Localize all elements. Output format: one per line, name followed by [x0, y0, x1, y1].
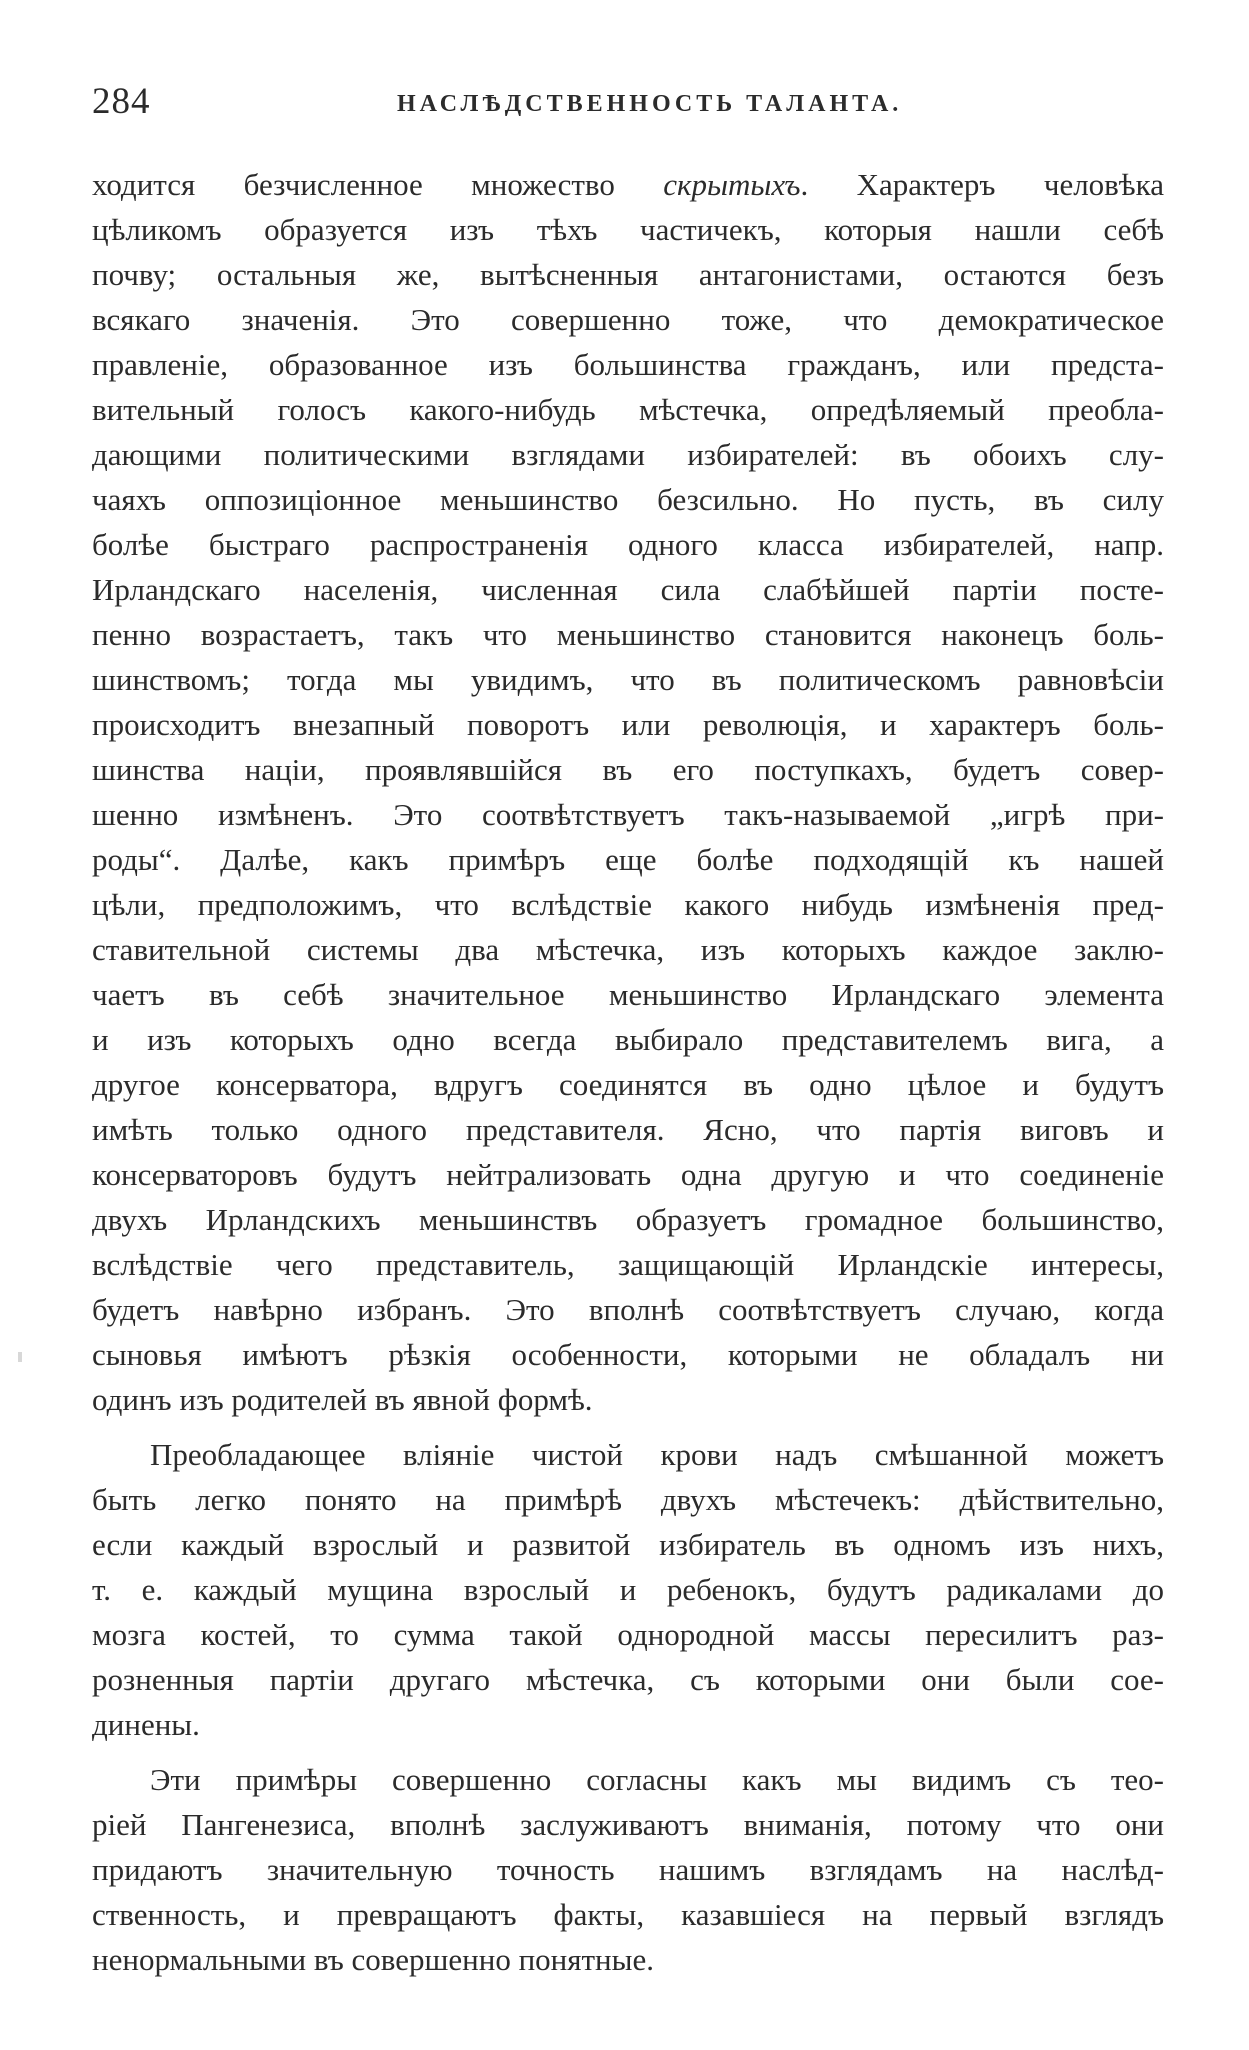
- text-line: одинъ изъ родителей въ явной формѣ.: [92, 1382, 593, 1417]
- emphasized-word: скрытыхъ: [663, 167, 801, 202]
- text-line: придаютъ значительную точность нашимъ взглядамъ на наслѣд-: [92, 1852, 1164, 1887]
- text-line: ставительной системы два мѣстечка, изъ которыхъ каждое заклю-: [92, 932, 1164, 967]
- text-line: почву; остальныя же, вытѣсненныя антагонистами, остаются безъ: [92, 257, 1164, 292]
- text-line: если каждый взрослый и развитой избиратель въ одномъ изъ нихъ,: [92, 1527, 1164, 1562]
- text-line: ріей Пангенезиса, вполнѣ заслуживаютъ вниманія, потому что они: [92, 1807, 1164, 1842]
- paragraph-gap: [92, 1747, 1164, 1757]
- text-line: вслѣдствіе чего представитель, защищающій Ирландскіе интересы,: [92, 1247, 1164, 1282]
- text-line: имѣть только одного представителя. Ясно, что партія виговъ и: [92, 1112, 1164, 1147]
- running-title: НАСЛѢДСТВЕННОСТЬ ТАЛАНТА.: [397, 91, 903, 117]
- text-line: цѣликомъ образуется изъ тѣхъ частичекъ, которыя нашли себѣ: [92, 212, 1164, 247]
- text-line: болѣе быстраго распространенія одного класса избирателей, напр.: [92, 527, 1164, 562]
- text-line: чаетъ въ себѣ значительное меньшинство Ирландскаго элемента: [92, 977, 1164, 1012]
- paragraph-gap: [92, 1422, 1164, 1432]
- text-line: ходится безчисленное множество скрытыхъ. Характеръ человѣка: [92, 167, 1164, 202]
- text-line: розненныя партіи другаго мѣстечка, съ которыми они были сое-: [92, 1662, 1164, 1697]
- text-line: дающими политическими взглядами избирателей: въ обоихъ слу-: [92, 437, 1164, 472]
- text-line: чаяхъ оппозиціонное меньшинство безсильно. Но пусть, въ силу: [92, 482, 1164, 517]
- text-line: другое консерватора, вдругъ соединятся въ одно цѣлое и будутъ: [92, 1067, 1164, 1102]
- paragraph: [92, 1432, 1164, 1747]
- page-header: [92, 78, 1164, 126]
- paragraph: [92, 1757, 1164, 1982]
- text-line: происходитъ внезапный поворотъ или революція, и характеръ боль-: [92, 707, 1164, 742]
- text-line: консерваторовъ будутъ нейтрализовать одна другую и что соединеніе: [92, 1157, 1164, 1192]
- text-line: будетъ навѣрно избранъ. Это вполнѣ соотвѣтствуетъ случаю, когда: [92, 1292, 1164, 1327]
- page-number: 284: [92, 81, 151, 122]
- text-line: правленіе, образованное изъ большинства гражданъ, или предста-: [92, 347, 1164, 382]
- text-line: Ирландскаго населенія, численная сила слабѣйшей партіи посте-: [92, 572, 1164, 607]
- text-line: шинства націи, проявлявшійся въ его поступкахъ, будетъ совер-: [92, 752, 1164, 787]
- paragraph: [92, 162, 1164, 1422]
- text-line: быть легко понято на примѣрѣ двухъ мѣстечекъ: дѣйствительно,: [92, 1482, 1164, 1517]
- text-line: цѣли, предположимъ, что вслѣдствіе какого нибудь измѣненія пред-: [92, 887, 1164, 922]
- margin-mark: [18, 1352, 22, 1362]
- text-line: и изъ которыхъ одно всегда выбирало представителемъ вига, а: [92, 1022, 1164, 1057]
- text-line: мозга костей, то сумма такой однородной массы пересилитъ раз-: [92, 1617, 1164, 1652]
- text-line: ственность, и превращаютъ факты, казавшіеся на первый взглядъ: [92, 1897, 1164, 1932]
- text-line: двухъ Ирландскихъ меньшинствъ образуетъ громадное большинство,: [92, 1202, 1164, 1237]
- text-line: сыновья имѣютъ рѣзкія особенности, которыми не обладалъ ни: [92, 1337, 1164, 1372]
- text-line: всякаго значенія. Это совершенно тоже, что демократическое: [92, 302, 1164, 337]
- text-line: роды“. Далѣе, какъ примѣръ еще болѣе подходящій къ нашей: [92, 842, 1164, 877]
- text-line: вительный голосъ какого-нибудь мѣстечка, опредѣляемый преобла-: [92, 392, 1164, 427]
- text-line: пенно возрастаетъ, такъ что меньшинство становится наконецъ боль-: [92, 617, 1164, 652]
- text-line: шенно измѣненъ. Это соотвѣтствуетъ такъ-называемой „игрѣ при-: [92, 797, 1164, 832]
- text-line: Эти примѣры совершенно согласны какъ мы видимъ съ тео-: [150, 1762, 1164, 1797]
- text-line: Преобладающее вліяніе чистой крови надъ смѣшанной можетъ: [150, 1437, 1164, 1472]
- text-line: динены.: [92, 1707, 200, 1742]
- body-text: [92, 162, 1164, 1982]
- text-line: ненормальными въ совершенно понятные.: [92, 1942, 654, 1977]
- text-line: шинствомъ; тогда мы увидимъ, что въ политическомъ равновѣсіи: [92, 662, 1164, 697]
- text-line: т. е. каждый мущина взрослый и ребенокъ, будутъ радикалами до: [92, 1572, 1164, 1607]
